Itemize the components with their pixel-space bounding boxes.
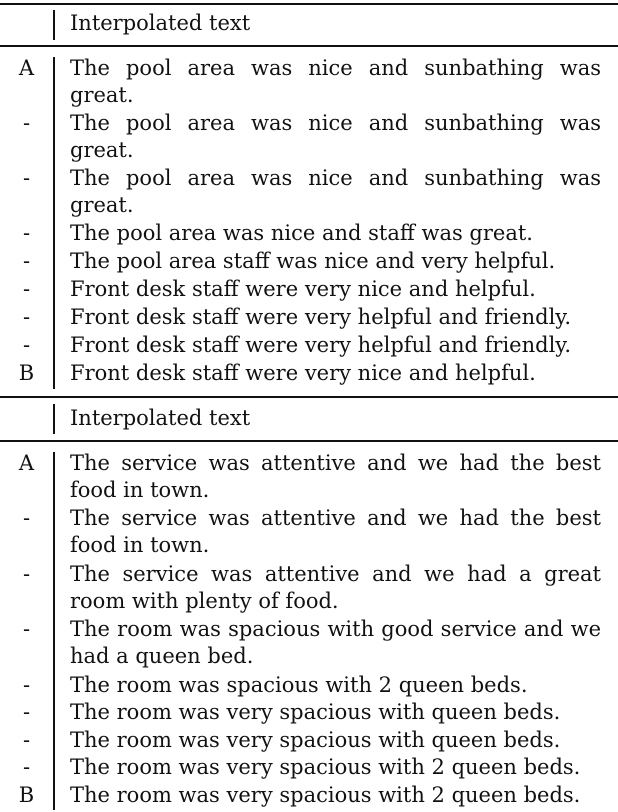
row-text: The room was spacious with good service and we had a queen bed. bbox=[70, 617, 601, 668]
row-text: The service was attentive and we had the best food in town. bbox=[70, 506, 601, 557]
row-label: - bbox=[22, 333, 31, 357]
row-text: The pool area was nice and sunbathing was great. bbox=[70, 56, 601, 107]
row-text: The room was very spacious with 2 queen beds. bbox=[70, 783, 581, 807]
row-label: - bbox=[22, 562, 31, 586]
table2-header-divider bbox=[53, 404, 55, 434]
row-label: - bbox=[22, 617, 31, 641]
row-label: - bbox=[22, 305, 31, 329]
row-text: Front desk staff were very nice and helpful. bbox=[70, 361, 536, 385]
row-text: Front desk staff were very nice and helpful. bbox=[70, 277, 536, 301]
table1-header: Interpolated text bbox=[70, 11, 251, 35]
row-text: The pool area staff was nice and very helpful. bbox=[70, 249, 556, 273]
table1-top-rule bbox=[0, 3, 618, 5]
table2-header: Interpolated text bbox=[70, 406, 251, 430]
row-text: Front desk staff were very helpful and friendly. bbox=[70, 305, 572, 329]
row-label: B bbox=[18, 783, 35, 807]
row-label: - bbox=[22, 728, 31, 752]
row-text: The pool area was nice and sunbathing was great. bbox=[70, 166, 601, 217]
row-label: - bbox=[22, 166, 31, 190]
table1-header-divider bbox=[53, 10, 55, 40]
row-label: A bbox=[18, 451, 35, 475]
row-label: - bbox=[22, 755, 31, 779]
row-text: The room was very spacious with queen beds. bbox=[70, 700, 561, 724]
row-label: A bbox=[18, 56, 35, 80]
row-text: Front desk staff were very helpful and friendly. bbox=[70, 333, 572, 357]
row-label: - bbox=[22, 700, 31, 724]
table2-body-divider bbox=[53, 452, 55, 810]
row-label: - bbox=[22, 673, 31, 697]
row-text: The room was spacious with 2 queen beds. bbox=[70, 673, 528, 697]
row-text: The service was attentive and we had a great room with plenty of food. bbox=[70, 562, 601, 613]
table1-header-rule bbox=[0, 45, 618, 47]
table2-header-rule bbox=[0, 440, 618, 442]
row-label: - bbox=[22, 277, 31, 301]
row-text: The service was attentive and we had the best food in town. bbox=[70, 451, 601, 502]
row-text: The room was very spacious with 2 queen beds. bbox=[70, 755, 581, 779]
table1-body-divider bbox=[53, 57, 55, 389]
row-label: - bbox=[22, 221, 31, 245]
row-text: The room was very spacious with queen beds. bbox=[70, 728, 561, 752]
row-text: The pool area was nice and staff was great. bbox=[70, 221, 533, 245]
row-label: - bbox=[22, 506, 31, 530]
table2-top-rule bbox=[0, 396, 618, 398]
row-text: The pool area was nice and sunbathing was great. bbox=[70, 111, 601, 162]
row-label: - bbox=[22, 111, 31, 135]
row-label: B bbox=[18, 361, 35, 385]
row-label: - bbox=[22, 249, 31, 273]
